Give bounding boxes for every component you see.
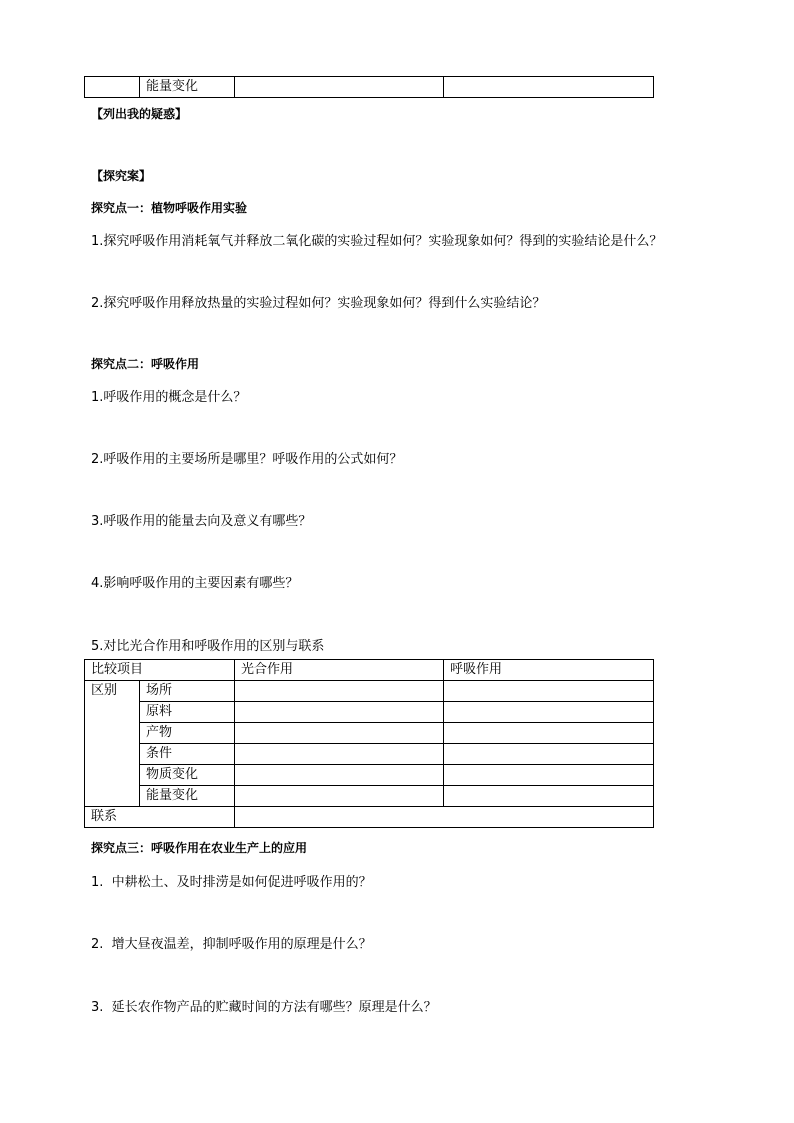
row-label-matter-change: 物质变化: [140, 765, 235, 786]
table-cell: [85, 77, 140, 98]
row-label-products: 产物: [140, 723, 235, 744]
comparison-table: [84, 659, 654, 828]
point1-question-2: 2.探究呼吸作用释放热量的实验过程如何？实验现象如何？得到什么实验结论？: [91, 296, 546, 311]
point3-title: 探究点三：呼吸作用在农业生产上的应用: [91, 841, 308, 855]
table-cell: [235, 765, 444, 786]
table-cell: [444, 786, 654, 807]
energy-change-label: 能量变化: [140, 77, 235, 98]
difference-label: 区别: [85, 681, 140, 807]
point1-question-1: 1.探究呼吸作用消耗氧气并释放二氧化碳的实验过程如何？实验现象如何？得到的实验结论是什么？: [91, 234, 663, 249]
header-photosynthesis: 光合作用: [235, 660, 444, 681]
table-row: [85, 765, 654, 786]
header-compare-item: 比较项目: [85, 660, 235, 681]
table-cell: [235, 786, 444, 807]
point3-question-3: 3. 延长农作物产品的贮藏时间的方法有哪些？原理是什么？: [91, 1000, 437, 1015]
table-cell: [235, 77, 444, 98]
point2-question-4: 4.影响呼吸作用的主要因素有哪些？: [91, 576, 299, 591]
table-cell: [444, 77, 654, 98]
point1-title: 探究点一：植物呼吸作用实验: [91, 201, 248, 215]
top-table: [84, 76, 654, 98]
row-label-conditions: 条件: [140, 744, 235, 765]
table-cell: [235, 723, 444, 744]
table-header-row: [85, 660, 654, 681]
row-label-energy-change: 能量变化: [140, 786, 235, 807]
table-cell: [235, 744, 444, 765]
row-label-location: 场所: [140, 681, 235, 702]
table-row: [85, 77, 654, 98]
table-row: [85, 807, 654, 828]
connection-label: 联系: [85, 807, 235, 828]
table-cell: [444, 723, 654, 744]
doubts-heading: 【列出我的疑惑】: [91, 107, 188, 121]
point2-title: 探究点二：呼吸作用: [91, 357, 200, 371]
row-label-raw-materials: 原料: [140, 702, 235, 723]
table-cell: [444, 702, 654, 723]
explore-heading: 【探究案】: [91, 169, 152, 183]
table-cell: [235, 681, 444, 702]
point2-question-5: 5.对比光合作用和呼吸作用的区别与联系: [91, 639, 325, 654]
table-cell: [444, 681, 654, 702]
point2-question-2: 2.呼吸作用的主要场所是哪里？呼吸作用的公式如何？: [91, 452, 403, 467]
point3-question-2: 2. 增大昼夜温差，抑制呼吸作用的原理是什么？: [91, 937, 372, 952]
point2-question-3: 3.呼吸作用的能量去向及意义有哪些？: [91, 514, 312, 529]
table-cell: [235, 807, 654, 828]
point2-question-1: 1.呼吸作用的概念是什么？: [91, 390, 247, 405]
table-row: [85, 681, 654, 702]
table-cell: [444, 765, 654, 786]
header-respiration: 呼吸作用: [444, 660, 654, 681]
table-row: [85, 702, 654, 723]
table-cell: [444, 744, 654, 765]
table-cell: [235, 702, 444, 723]
table-row: [85, 744, 654, 765]
table-row: [85, 786, 654, 807]
point3-question-1: 1. 中耕松土、及时排涝是如何促进呼吸作用的？: [91, 875, 372, 890]
table-row: [85, 723, 654, 744]
